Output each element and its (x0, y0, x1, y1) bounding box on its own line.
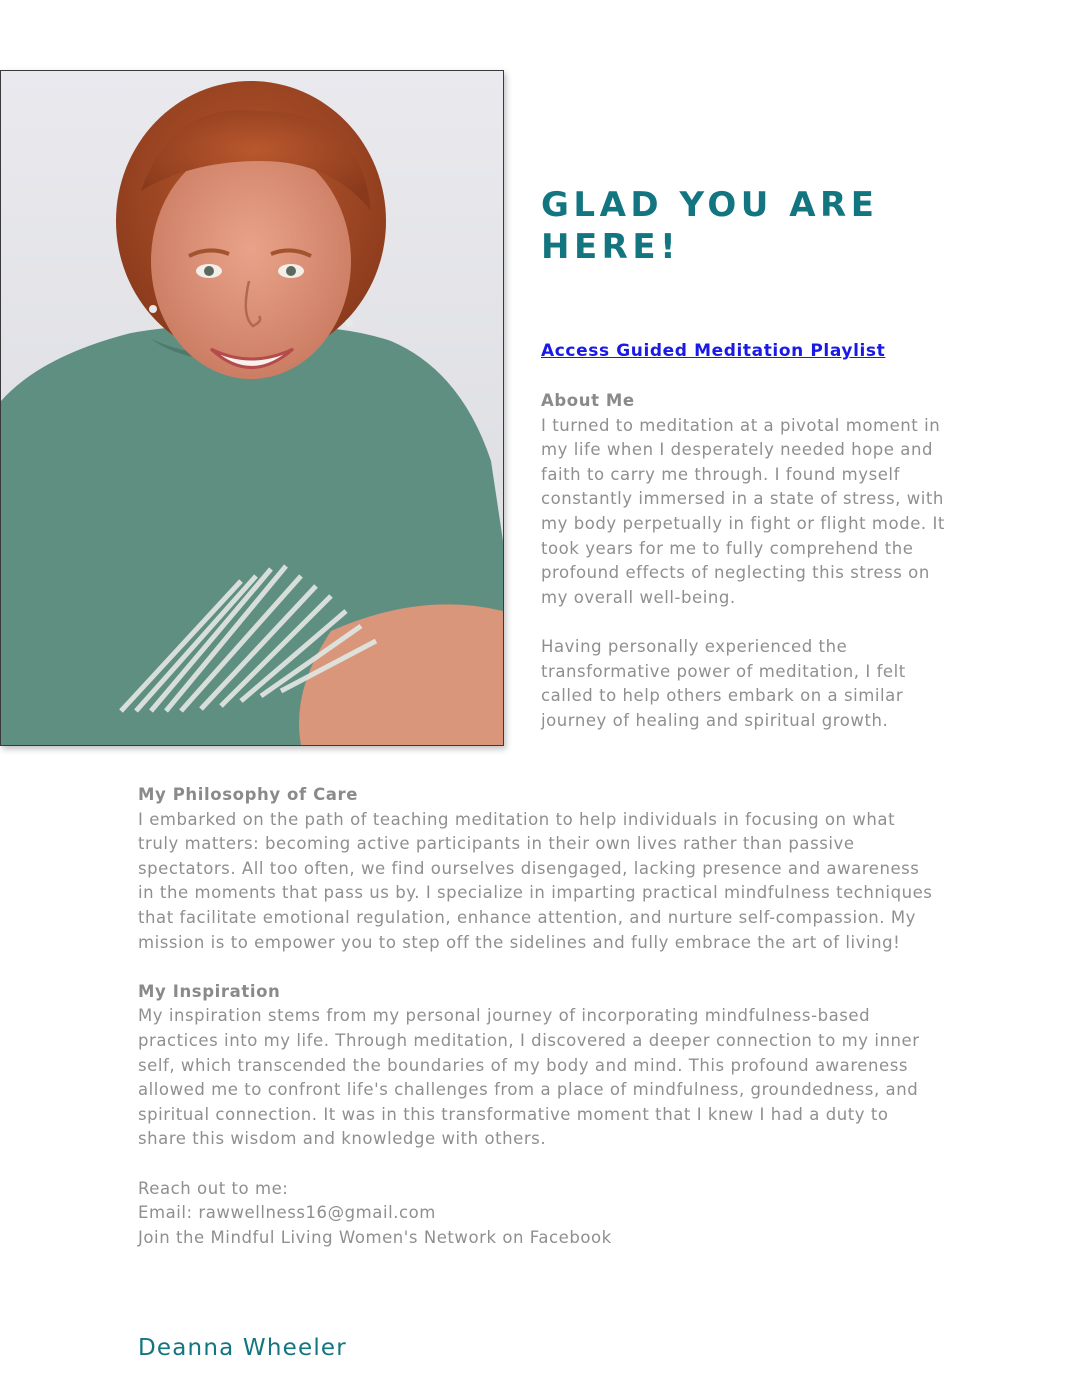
philosophy-text: I embarked on the path of teaching meditation to help individuals in focusing on what truly matters: becoming active participants in their own lives rather than passive spectators. All too often, we find ourselves disengaged, lacking presence and awareness in the moments that pass us by. I specialize in imparting practical mindfulness techniques that facilitate emotional regulation, enhance attention, and nurture self-compassion. My mission is to empower you to step off the sidelines and fully embrace the art of living! (138, 809, 933, 952)
content-section (138, 783, 938, 1275)
inspiration-text: My inspiration stems from my personal journey of incorporating mindfulness-based practices into my life. Through meditation, I discovered a deeper connection to my inner self, which transcended the boundaries of my body and mind. This profound awareness allowed me to confront life's challenges from a place of mindfulness, groundedness, and spiritual connection. It was in this transformative moment that I knew I had a duty to share this wisdom and knowledge with others. (138, 1006, 920, 1149)
about-me-paragraph-2: Having personally experienced the transformative power of meditation, I felt called to help others embark on a similar journey of healing and spiritual growth. (541, 636, 906, 730)
facebook-group-link[interactable]: Join the Mindful Living Women's Network on Facebook (138, 1227, 612, 1247)
contact-intro: Reach out to me: (138, 1178, 289, 1198)
philosophy-section (138, 783, 938, 955)
inspiration-section (138, 980, 938, 1152)
about-me-heading: About Me (541, 391, 635, 410)
about-me-section (541, 389, 951, 733)
author-signature: Deanna Wheeler (138, 1335, 347, 1361)
guided-meditation-playlist-link[interactable]: Access Guided Meditation Playlist (541, 341, 886, 361)
about-me-paragraph-1: I turned to meditation at a pivotal moment in my life when I desperately needed hope and faith to carry me through. I found myself constantly immersed in a state of stress, with my body perpetually in fight or flight mode. It took years for me to fully comprehend the profound effects of neglecting this stress on my overall well-being. (541, 415, 945, 607)
portrait-photo (0, 70, 504, 746)
contact-section (138, 1177, 938, 1251)
page-title: GLAD YOU ARE HERE! (541, 185, 879, 267)
philosophy-heading: My Philosophy of Care (138, 785, 359, 804)
portrait-illustration (1, 71, 503, 745)
inspiration-heading: My Inspiration (138, 981, 281, 1001)
contact-email[interactable]: Email: rawwellness16@gmail.com (138, 1203, 436, 1223)
